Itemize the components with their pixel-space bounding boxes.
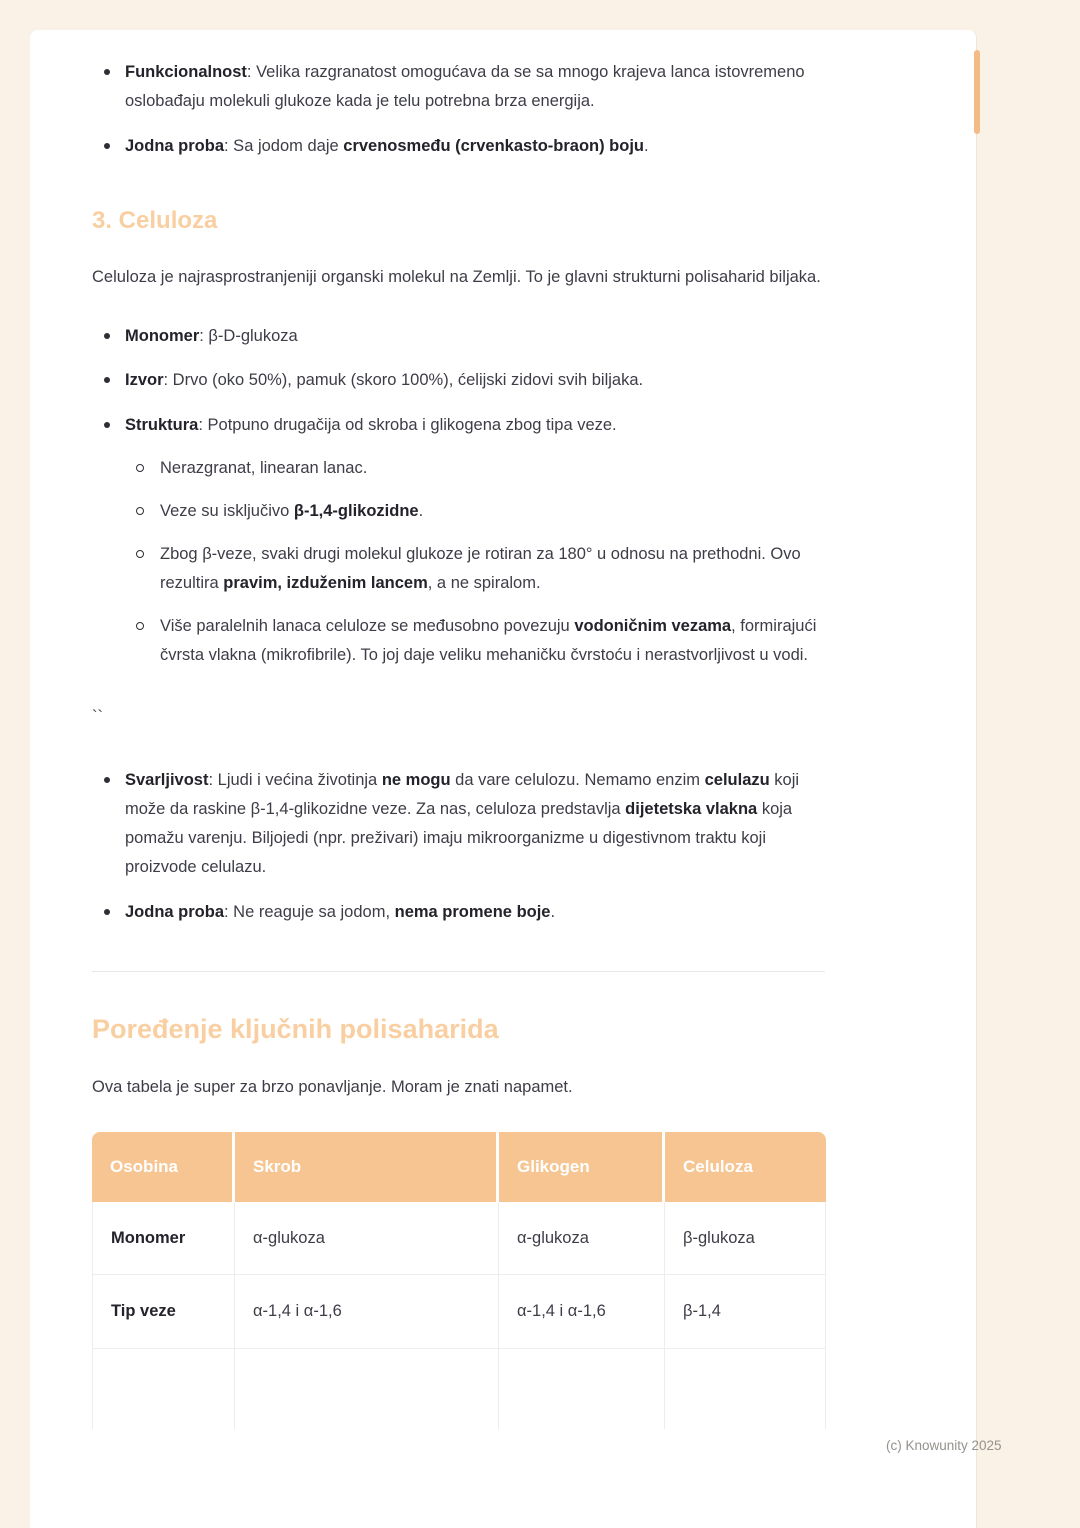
- list-item-text: Struktura: Potpuno drugačija od skroba i glikogena zbog tipa veze.: [125, 416, 617, 435]
- row-label-cell: Tip veze: [92, 1275, 235, 1349]
- celuloza-intro-paragraph: Celuloza je najrasprostranjeniji organski molekul na Zemlji. To je glavni strukturni polisaharid biljaka.: [92, 267, 821, 286]
- document-content: [30, 30, 976, 1429]
- header-cell-osobina: Osobina: [92, 1132, 235, 1202]
- row-label-cell: Monomer: [92, 1202, 235, 1276]
- table-cell: [499, 1349, 665, 1429]
- table-row: [92, 1349, 826, 1429]
- header-cell-glikogen: Glikogen: [499, 1132, 665, 1202]
- list-item: Jodna proba: Sa jodom daje crvenosmeđu (crvenkasto-braon) boju.: [92, 132, 825, 161]
- table-cell: [235, 1349, 499, 1429]
- glikogen-properties-list: [92, 58, 825, 161]
- copyright-text: (c) Knowunity 2025: [886, 1438, 1002, 1453]
- section-divider: [92, 971, 825, 972]
- table-cell: β-1,4: [665, 1275, 826, 1349]
- table-cell: α-glukoza: [499, 1202, 665, 1276]
- comparison-intro-paragraph: Ova tabela je super za brzo ponavljanje. Moram je znati napamet.: [92, 1077, 573, 1096]
- celuloza-properties-list: [92, 322, 825, 670]
- list-item: Jodna proba: Ne reaguje sa jodom, nema promene boje.: [92, 898, 825, 927]
- list-item: Zbog β-veze, svaki drugi molekul glukoze je rotiran za 180° u odnosu na prethodni. Ovo rezultira pravim, izduženim lancem, a ne spiralom.: [125, 540, 825, 598]
- section-heading-celuloza: 3. Celuloza: [92, 206, 218, 234]
- table-cell: α-glukoza: [235, 1202, 499, 1276]
- table-row: [92, 1202, 826, 1276]
- table-cell: β-glukoza: [665, 1202, 826, 1276]
- table-row: [92, 1275, 826, 1349]
- header-cell-skrob: Skrob: [235, 1132, 499, 1202]
- table-cell: [665, 1349, 826, 1429]
- list-item: Izvor: Drvo (oko 50%), pamuk (skoro 100%), ćelijski zidovi svih biljaka.: [92, 366, 825, 395]
- list-item: Više paralelnih lanaca celuloze se međusobno povezuju vodoničnim vezama, formirajući čvrsta vlakna (mikrofibrile). To joj daje veliku mehaničku čvrstoću i nerastvorljivost u vodi.: [125, 612, 825, 670]
- table-cell: α-1,4 i α-1,6: [235, 1275, 499, 1349]
- list-item: Svarljivost: Ljudi i većina životinja ne mogu da vare celulozu. Nemamo enzim celulazu koji može da raskine β-1,4-glikozidne veze. Za nas, celuloza predstavlja dijetetska vlakna koja pomažu varenju. Biljojedi (npr. preživari) imaju mikroorganizme u digestivnom traktu koji proizvode celulazu.: [92, 766, 825, 882]
- section-heading-comparison: Poređenje ključnih polisaharida: [92, 1013, 499, 1044]
- list-item: Veze su isključivo β-1,4-glikozidne.: [125, 497, 825, 526]
- list-item: [92, 411, 825, 669]
- row-label-cell: [92, 1349, 235, 1429]
- table-cell: α-1,4 i α-1,6: [499, 1275, 665, 1349]
- list-item: Monomer: β-D-glukoza: [92, 322, 825, 351]
- celuloza-digestion-list: [92, 766, 825, 926]
- document-card: [30, 30, 977, 1528]
- table-header-row: [92, 1132, 826, 1202]
- header-cell-celuloza: Celuloza: [665, 1132, 826, 1202]
- comparison-table: [92, 1132, 826, 1430]
- list-item: Nerazgranat, linearan lanac.: [125, 454, 825, 483]
- struktura-sub-list: [125, 454, 825, 669]
- scrollbar-thumb[interactable]: [974, 50, 980, 134]
- list-item: Funkcionalnost: Velika razgranatost omogućava da se sa mnogo krajeva lanca istovremeno oslobađaju molekuli glukoze kada je telu potrebna brza energija.: [92, 58, 825, 116]
- stray-backticks-text: ``: [92, 708, 103, 727]
